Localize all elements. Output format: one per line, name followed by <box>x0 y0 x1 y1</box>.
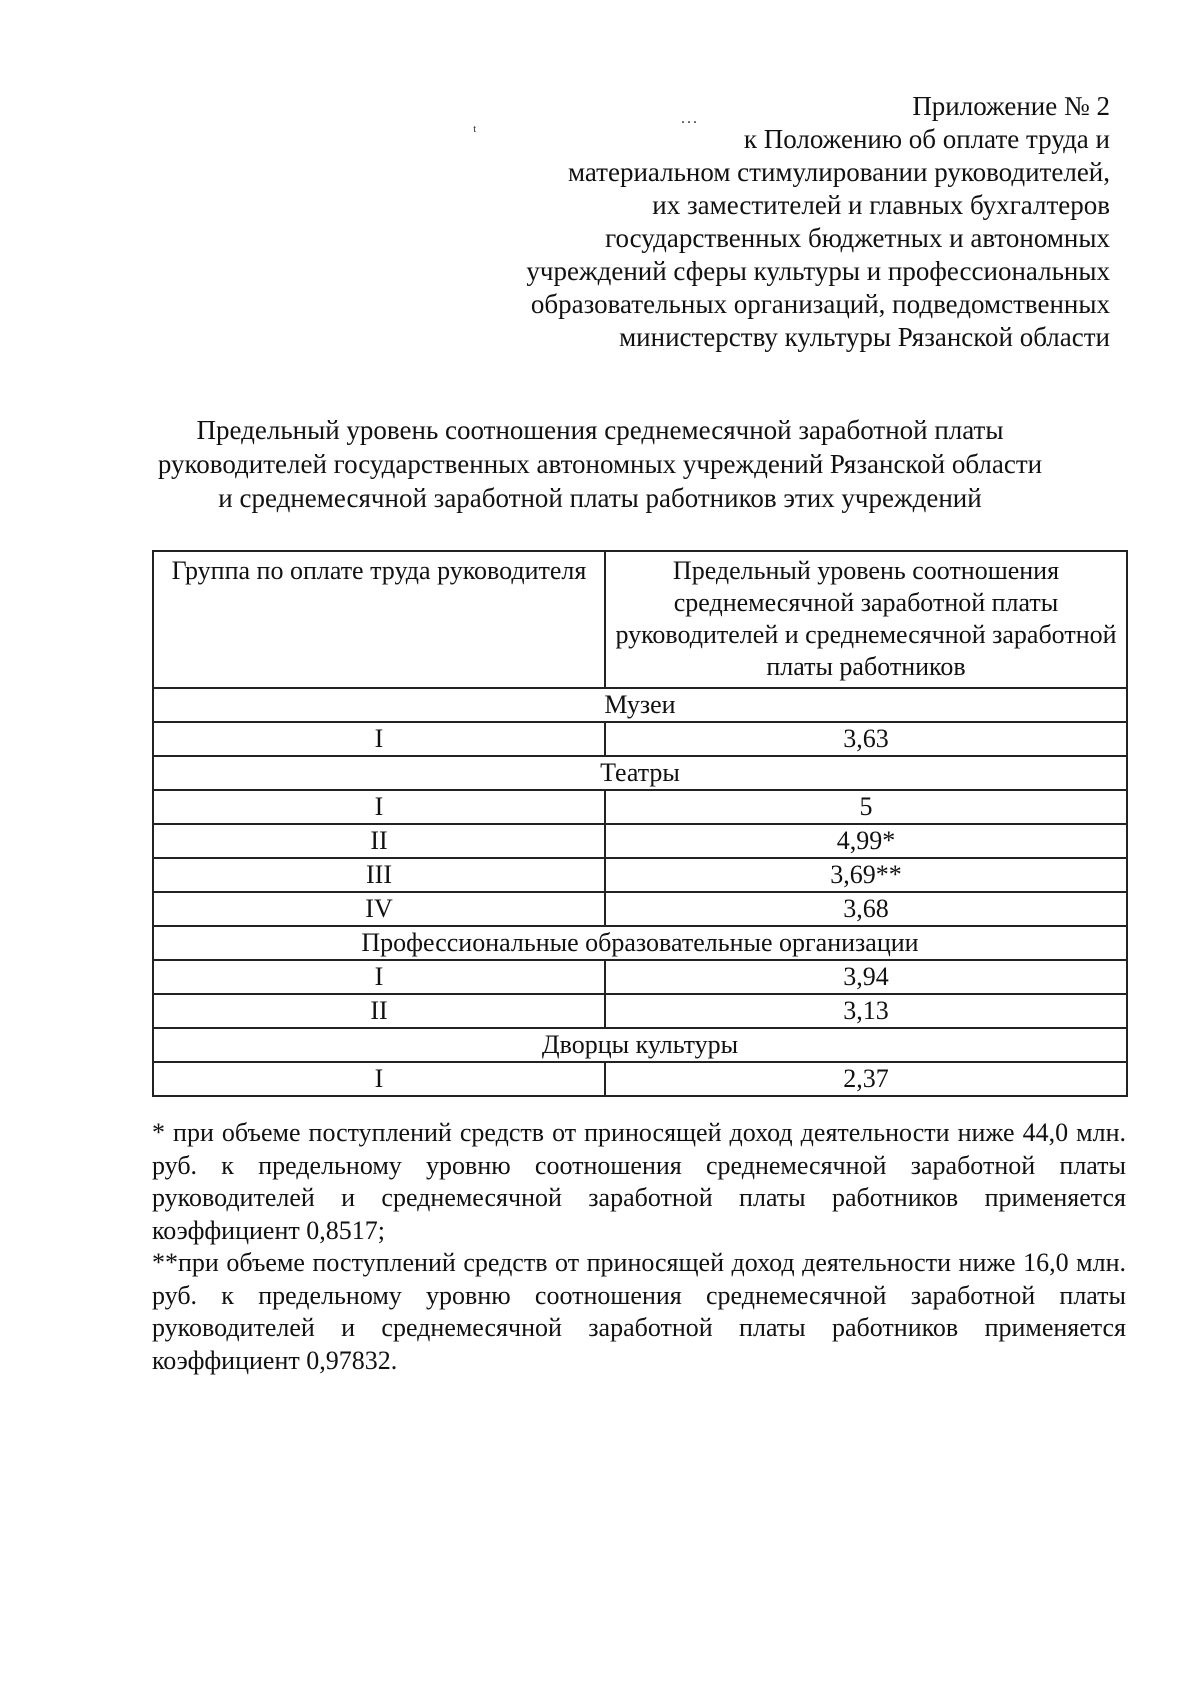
value-cell: 3,69** <box>605 858 1127 892</box>
table-row <box>153 790 1127 824</box>
document-title <box>130 413 1070 515</box>
table-row <box>153 892 1127 926</box>
appendix-line: учреждений сферы культуры и профессиональных <box>526 256 1110 286</box>
scan-artifact: ˙˙˙ <box>680 117 698 137</box>
title-line: руководителей государственных автономных учреждений Рязанской области <box>157 449 1043 479</box>
appendix-line: к Положению об оплате труда и <box>743 124 1110 154</box>
appendix-line: министерству культуры Рязанской области <box>619 322 1110 352</box>
table-row <box>153 960 1127 994</box>
group-cell: II <box>153 994 605 1028</box>
value-cell: 2,37 <box>605 1062 1127 1096</box>
appendix-line: Приложение № 2 <box>912 91 1110 121</box>
title-line: Предельный уровень соотношения среднемесячной заработной платы <box>196 415 1004 445</box>
table-row <box>153 1062 1127 1096</box>
section-row-professional-organizations <box>153 926 1127 960</box>
value-cell: 3,68 <box>605 892 1127 926</box>
group-cell: I <box>153 790 605 824</box>
section-title: Профессиональные образовательные организации <box>153 926 1127 960</box>
group-cell: IV <box>153 892 605 926</box>
title-line: и среднемесячной заработной платы работников этих учреждений <box>218 483 982 513</box>
section-title: Дворцы культуры <box>153 1028 1127 1062</box>
footnote-double-star: **при объеме поступлений средств от приносящей доход деятельности ниже 16,0 млн. руб. к предельному уровню соотношения среднемесячной заработной платы руководителей и среднемесячной заработной платы работников применяется коэффициент 0,97832. <box>152 1248 1126 1375</box>
table-row <box>153 722 1127 756</box>
value-cell: 3,94 <box>605 960 1127 994</box>
value-cell: 3,13 <box>605 994 1127 1028</box>
appendix-line: материальном стимулировании руководителей, <box>567 157 1110 187</box>
group-cell: I <box>153 722 605 756</box>
value-cell: 5 <box>605 790 1127 824</box>
footnote-single-star: * при объеме поступлений средств от приносящей доход деятельности ниже 44,0 млн. руб. к предельному уровню соотношения среднемесячной заработной платы руководителей и среднемесячной заработной платы работников применяется коэффициент 0,8517; <box>152 1118 1126 1245</box>
section-title: Театры <box>153 756 1127 790</box>
appendix-line: образовательных организаций, подведомственных <box>530 289 1110 319</box>
section-row-culture-palaces <box>153 1028 1127 1062</box>
table-row <box>153 824 1127 858</box>
value-cell: 4,99* <box>605 824 1127 858</box>
section-row-theatres <box>153 756 1127 790</box>
salary-ratio-table <box>152 550 1128 1097</box>
footnotes <box>152 1117 1126 1377</box>
table-row <box>153 858 1127 892</box>
value-cell: 3,63 <box>605 722 1127 756</box>
header-value: Предельный уровень соотношения среднемесячной заработной платы руководителей и среднемесячной заработной платы работников <box>605 551 1127 688</box>
table-header-row <box>153 551 1127 688</box>
group-cell: I <box>153 960 605 994</box>
scan-artifact: ᵗ <box>473 121 477 141</box>
group-cell: II <box>153 824 605 858</box>
table-row <box>153 994 1127 1028</box>
section-row-museums <box>153 688 1127 722</box>
section-title: Музеи <box>153 688 1127 722</box>
appendix-line: их заместителей и главных бухгалтеров <box>652 190 1110 220</box>
group-cell: III <box>153 858 605 892</box>
appendix-reference <box>470 90 1110 354</box>
header-group: Группа по оплате труда руководителя <box>153 551 605 688</box>
appendix-line: государственных бюджетных и автономных <box>605 223 1110 253</box>
group-cell: I <box>153 1062 605 1096</box>
